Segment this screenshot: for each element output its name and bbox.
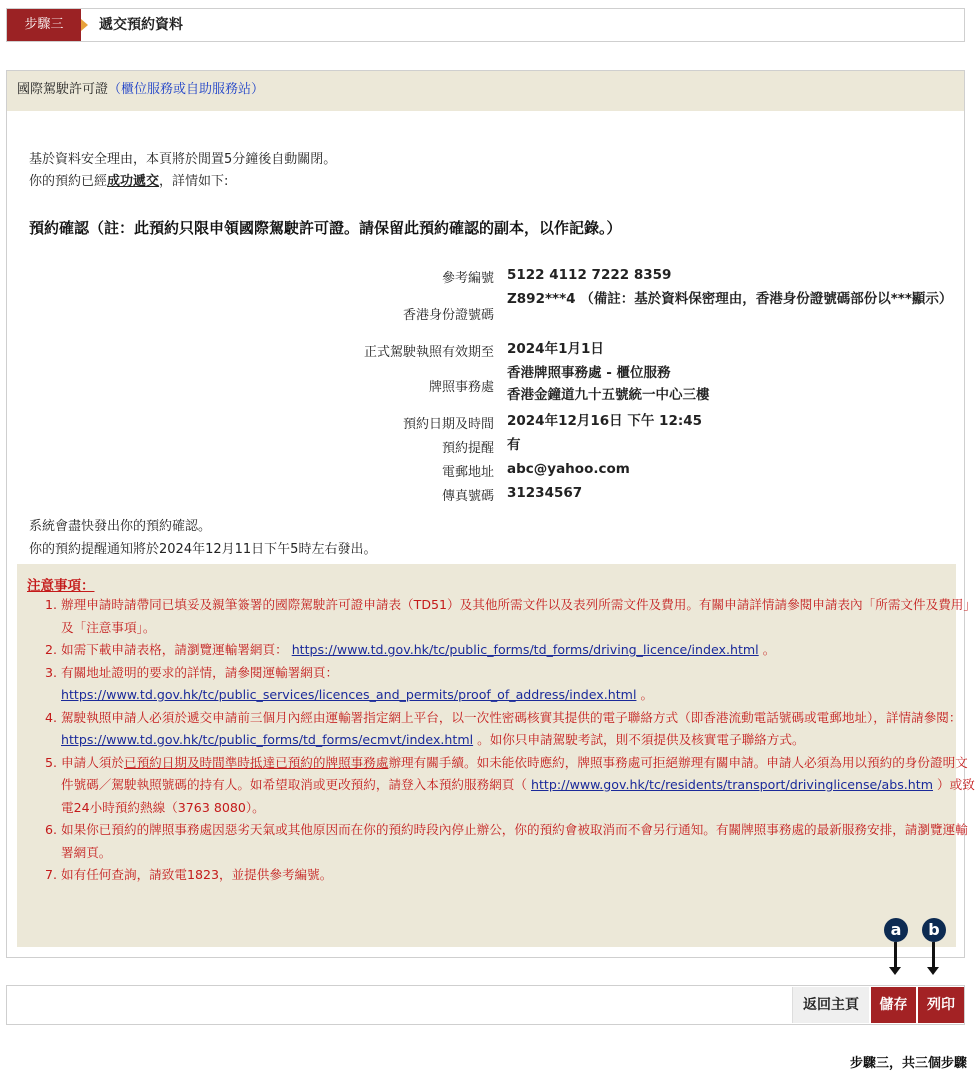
submission-status bbox=[29, 171, 336, 193]
arrow-a-icon bbox=[894, 942, 897, 968]
detail-value: Z892***4 （備註：基於資料保密理由，香港身份證號碼部份以***顯示） bbox=[507, 291, 953, 307]
notice-text: 。 bbox=[640, 687, 654, 702]
status-emphasis: 成功遞交 bbox=[107, 174, 160, 189]
notice-text: 。如你只申請駕駛考試，則不須提供及核實電子聯絡方式。 bbox=[477, 732, 805, 747]
step-progress: 步驟三，共三個步驟 bbox=[849, 1056, 967, 1071]
notice-item: 7. 如有任何查詢，請致電1823，並提供參考編號。 bbox=[61, 864, 976, 887]
arrow-a-head-icon bbox=[889, 967, 901, 975]
proof-of-address-link[interactable]: https://www.td.gov.hk/tc/public_services/licences_and_permits/proof_of_address/index.html bbox=[61, 687, 637, 702]
detail-label: 電郵地址 bbox=[441, 465, 494, 480]
appointment-panel bbox=[6, 70, 976, 958]
notice-text: 如需下載申請表格，請瀏覽運輸署網頁： bbox=[61, 642, 288, 657]
channel-link[interactable]: 櫃位服務或自助服務站 bbox=[121, 82, 252, 97]
notice-text: 有關地址證明的要求的詳情，請參閱運輸署網頁： bbox=[61, 664, 339, 680]
detail-label: 正式駕駛執照有效期至 bbox=[363, 345, 494, 360]
detail-label: 預約提醒 bbox=[441, 441, 494, 456]
arrow-b-icon bbox=[932, 942, 935, 968]
action-bar bbox=[6, 985, 965, 1025]
print-button[interactable]: 列印 bbox=[918, 987, 964, 1023]
detail-label: 傳真號碼 bbox=[441, 489, 494, 504]
detail-value: 香港牌照事務處 - 櫃位服務 bbox=[507, 365, 671, 381]
marker-a-icon: a bbox=[884, 918, 908, 942]
ecmvt-link[interactable]: https://www.td.gov.hk/tc/public_forms/td_forms/ecmvt/index.html bbox=[61, 732, 474, 747]
detail-value: 31234567 bbox=[507, 485, 583, 501]
notice-item bbox=[61, 662, 976, 707]
detail-label: 參考編號 bbox=[441, 271, 494, 286]
notice-text: ）或致電24小時預約熱線（3763 8080）。 bbox=[61, 777, 975, 815]
notice-item: 1. 辦理申請時請帶同已填妥及親筆簽署的國際駕駛許可證申請表（TD51）及其他所需文件以及表列所需文件及費用。有關申請詳情請參閱申請表內「所需文件及費用」及「注意事項」。 bbox=[61, 594, 976, 639]
detail-label: 預約日期及時間 bbox=[402, 417, 494, 432]
auto-close-notice: 基於資料安全理由，本頁將於閒置5分鐘後自動關閉。 bbox=[29, 152, 337, 167]
step-number: 步驟三 bbox=[7, 9, 81, 41]
detail-value-address: 香港金鐘道九十五號統一中心三樓 bbox=[507, 387, 710, 403]
panel-header bbox=[7, 71, 964, 111]
notice-list bbox=[27, 594, 976, 887]
detail-value: 5122 4112 7222 8359 bbox=[507, 267, 672, 283]
notice-text: 。 bbox=[762, 642, 776, 657]
notice-text: 申請人須於 bbox=[61, 754, 124, 770]
detail-label: 香港身份證號碼 bbox=[402, 308, 494, 323]
step-bar bbox=[6, 8, 965, 42]
step-title: 遞交預約資料 bbox=[99, 17, 183, 33]
channel-open-paren: （ bbox=[108, 82, 122, 97]
intro-text bbox=[29, 149, 336, 193]
detail-value: abc@yahoo.com bbox=[507, 461, 630, 477]
save-button[interactable]: 儲存 bbox=[871, 987, 916, 1023]
status-prefix: 你的預約已經 bbox=[29, 174, 108, 189]
detail-value: 有 bbox=[507, 437, 521, 453]
notice-text: 辦理有關手續。如未能依時應約，牌照事務處可拒絕辦理有關申請。申請人必須為用以預約的身份證明文件號碼／駕駛執照號碼的持有人。如希望取消或更改預約，請登入本預約服務網頁（ bbox=[61, 754, 968, 792]
notice-underlined-text: 已預約日期及時間準時抵達已預約的牌照事務處 bbox=[123, 754, 389, 770]
notice-item bbox=[61, 707, 976, 752]
forms-link[interactable]: https://www.td.gov.hk/tc/public_forms/td_forms/driving_licence/index.html bbox=[291, 642, 759, 657]
after-text bbox=[29, 515, 376, 561]
notice-text: 駕駛執照申請人必須於遞交申請前三個月內經由運輸署指定網上平台，以一次性密碼核實其提供的電子聯絡方式（即香港流動電話號碼或電郵地址），詳情請參閱： bbox=[61, 709, 962, 725]
abs-service-link[interactable]: http://www.gov.hk/tc/residents/transport/drivinglicense/abs.htm bbox=[530, 777, 933, 792]
arrow-b-head-icon bbox=[927, 967, 939, 975]
notice-box bbox=[17, 564, 976, 947]
notice-item bbox=[61, 752, 976, 820]
confirmation-dispatch-note: 系統會盡快發出你的預約確認。 bbox=[29, 519, 212, 534]
service-name: 國際駕駛許可證 bbox=[17, 82, 109, 97]
reminder-dispatch-note: 你的預約提醒通知將於2024年12月11日下午5時左右發出。 bbox=[29, 542, 377, 557]
step-arrow-icon bbox=[81, 19, 88, 31]
detail-value: 2024年12月16日 下午 12:45 bbox=[507, 413, 703, 429]
detail-label: 牌照事務處 bbox=[428, 380, 494, 395]
home-button[interactable]: 返回主頁 bbox=[792, 987, 869, 1023]
status-suffix: ，詳情如下: bbox=[159, 174, 229, 189]
detail-value: 2024年1月1日 bbox=[507, 341, 604, 357]
confirmation-title: 預約確認（註：此預約只限申領國際駕駛許可證。請保留此預約確認的副本，以作記錄。） bbox=[29, 219, 622, 237]
marker-b-icon: b bbox=[922, 918, 946, 942]
notice-item bbox=[61, 639, 976, 662]
notice-item: 6. 如果你已預約的牌照事務處因惡劣天氣或其他原因而在你的預約時段內停止辦公，你的預約會被取消而不會另行通知。有關牌照事務處的最新服務安排，請瀏覽運輸署網頁。 bbox=[61, 819, 976, 864]
channel-close-paren: ） bbox=[251, 82, 265, 97]
notice-title: 注意事項： bbox=[27, 578, 95, 594]
